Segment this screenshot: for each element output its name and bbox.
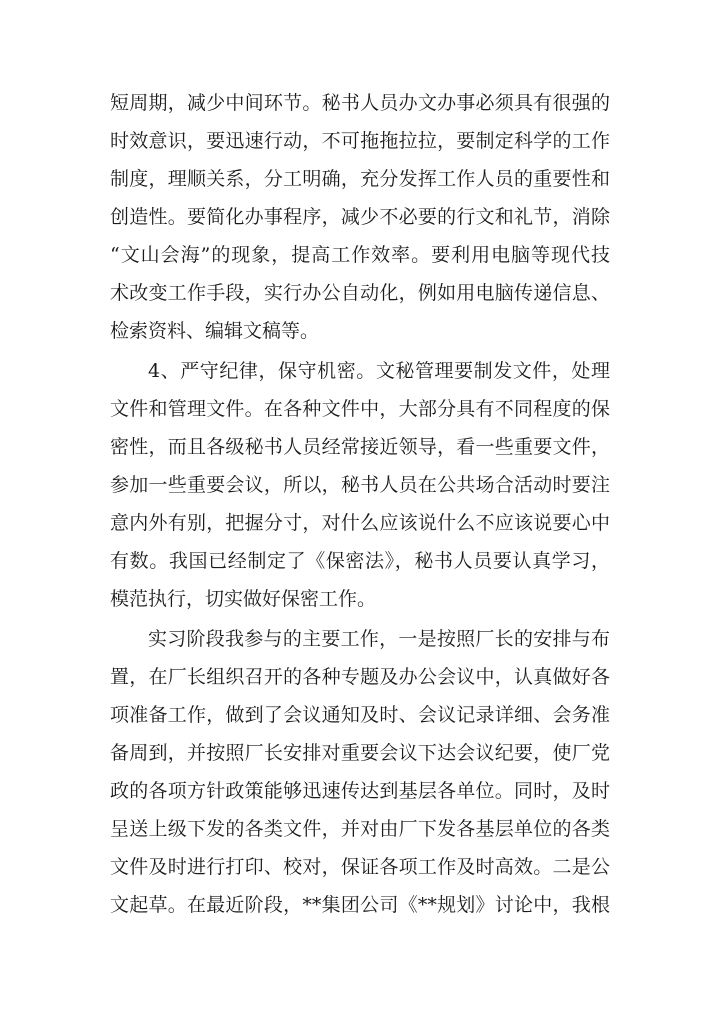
text-line: 文件和管理文件。在各种文件中，大部分具有不同程度的保 <box>110 398 610 420</box>
text-line: 文件及时进行打印、校对，保证各项工作及时高效。二是公 <box>110 856 610 878</box>
text-line: 有数。我国已经制定了《保密法》，秘书人员要认真学习， <box>110 550 610 572</box>
text-line: 模范执行，切实做好保密工作。 <box>110 588 377 610</box>
text-line: 密性，而且各级秘书人员经常接近领导，看一些重要文件， <box>110 436 610 458</box>
text-line: 政的各项方针政策能够迅速传达到基层各单位。同时，及时 <box>110 780 610 802</box>
text-line: 创造性。要简化办事程序，减少不必要的行文和礼节，消除 <box>110 206 610 228</box>
text-line: 参加一些重要会议，所以，秘书人员在公共场合活动时要注 <box>110 474 610 496</box>
text-line: 时效意识，要迅速行动，不可拖拖拉拉，要制定科学的工作 <box>110 130 610 152</box>
text-line: 检索资料、编辑文稿等。 <box>110 320 320 342</box>
paragraph-start-line: 4、严守纪律，保守机密。文秘管理要制发文件，处理 <box>148 360 610 382</box>
text-line: 意内外有别，把握分寸，对什么应该说什么不应该说要心中 <box>110 512 610 534</box>
text-line: 术改变工作手段，实行办公自动化，例如用电脑传递信息、 <box>110 282 610 304</box>
paragraph-start-line: 实习阶段我参与的主要工作，一是按照厂长的安排与布 <box>148 628 610 650</box>
text-line: “文山会海”的现象，提高工作效率。要利用电脑等现代技 <box>110 244 610 266</box>
text-line: 置，在厂长组织召开的各种专题及办公会议中，认真做好各 <box>110 666 610 688</box>
text-line: 项准备工作，做到了会议通知及时、会议记录详细、会务准 <box>110 704 610 726</box>
text-line: 呈送上级下发的各类文件，并对由厂下发各基层单位的各类 <box>110 818 610 840</box>
text-line: 短周期，减少中间环节。秘书人员办文办事必须具有很强的 <box>110 92 610 114</box>
text-line: 备周到，并按照厂长安排对重要会议下达会议纪要，使厂党 <box>110 742 610 764</box>
text-line: 制度，理顺关系，分工明确，充分发挥工作人员的重要性和 <box>110 168 610 190</box>
text-line: 文起草。在最近阶段，**集团公司《**规划》讨论中，我根 <box>110 894 610 916</box>
